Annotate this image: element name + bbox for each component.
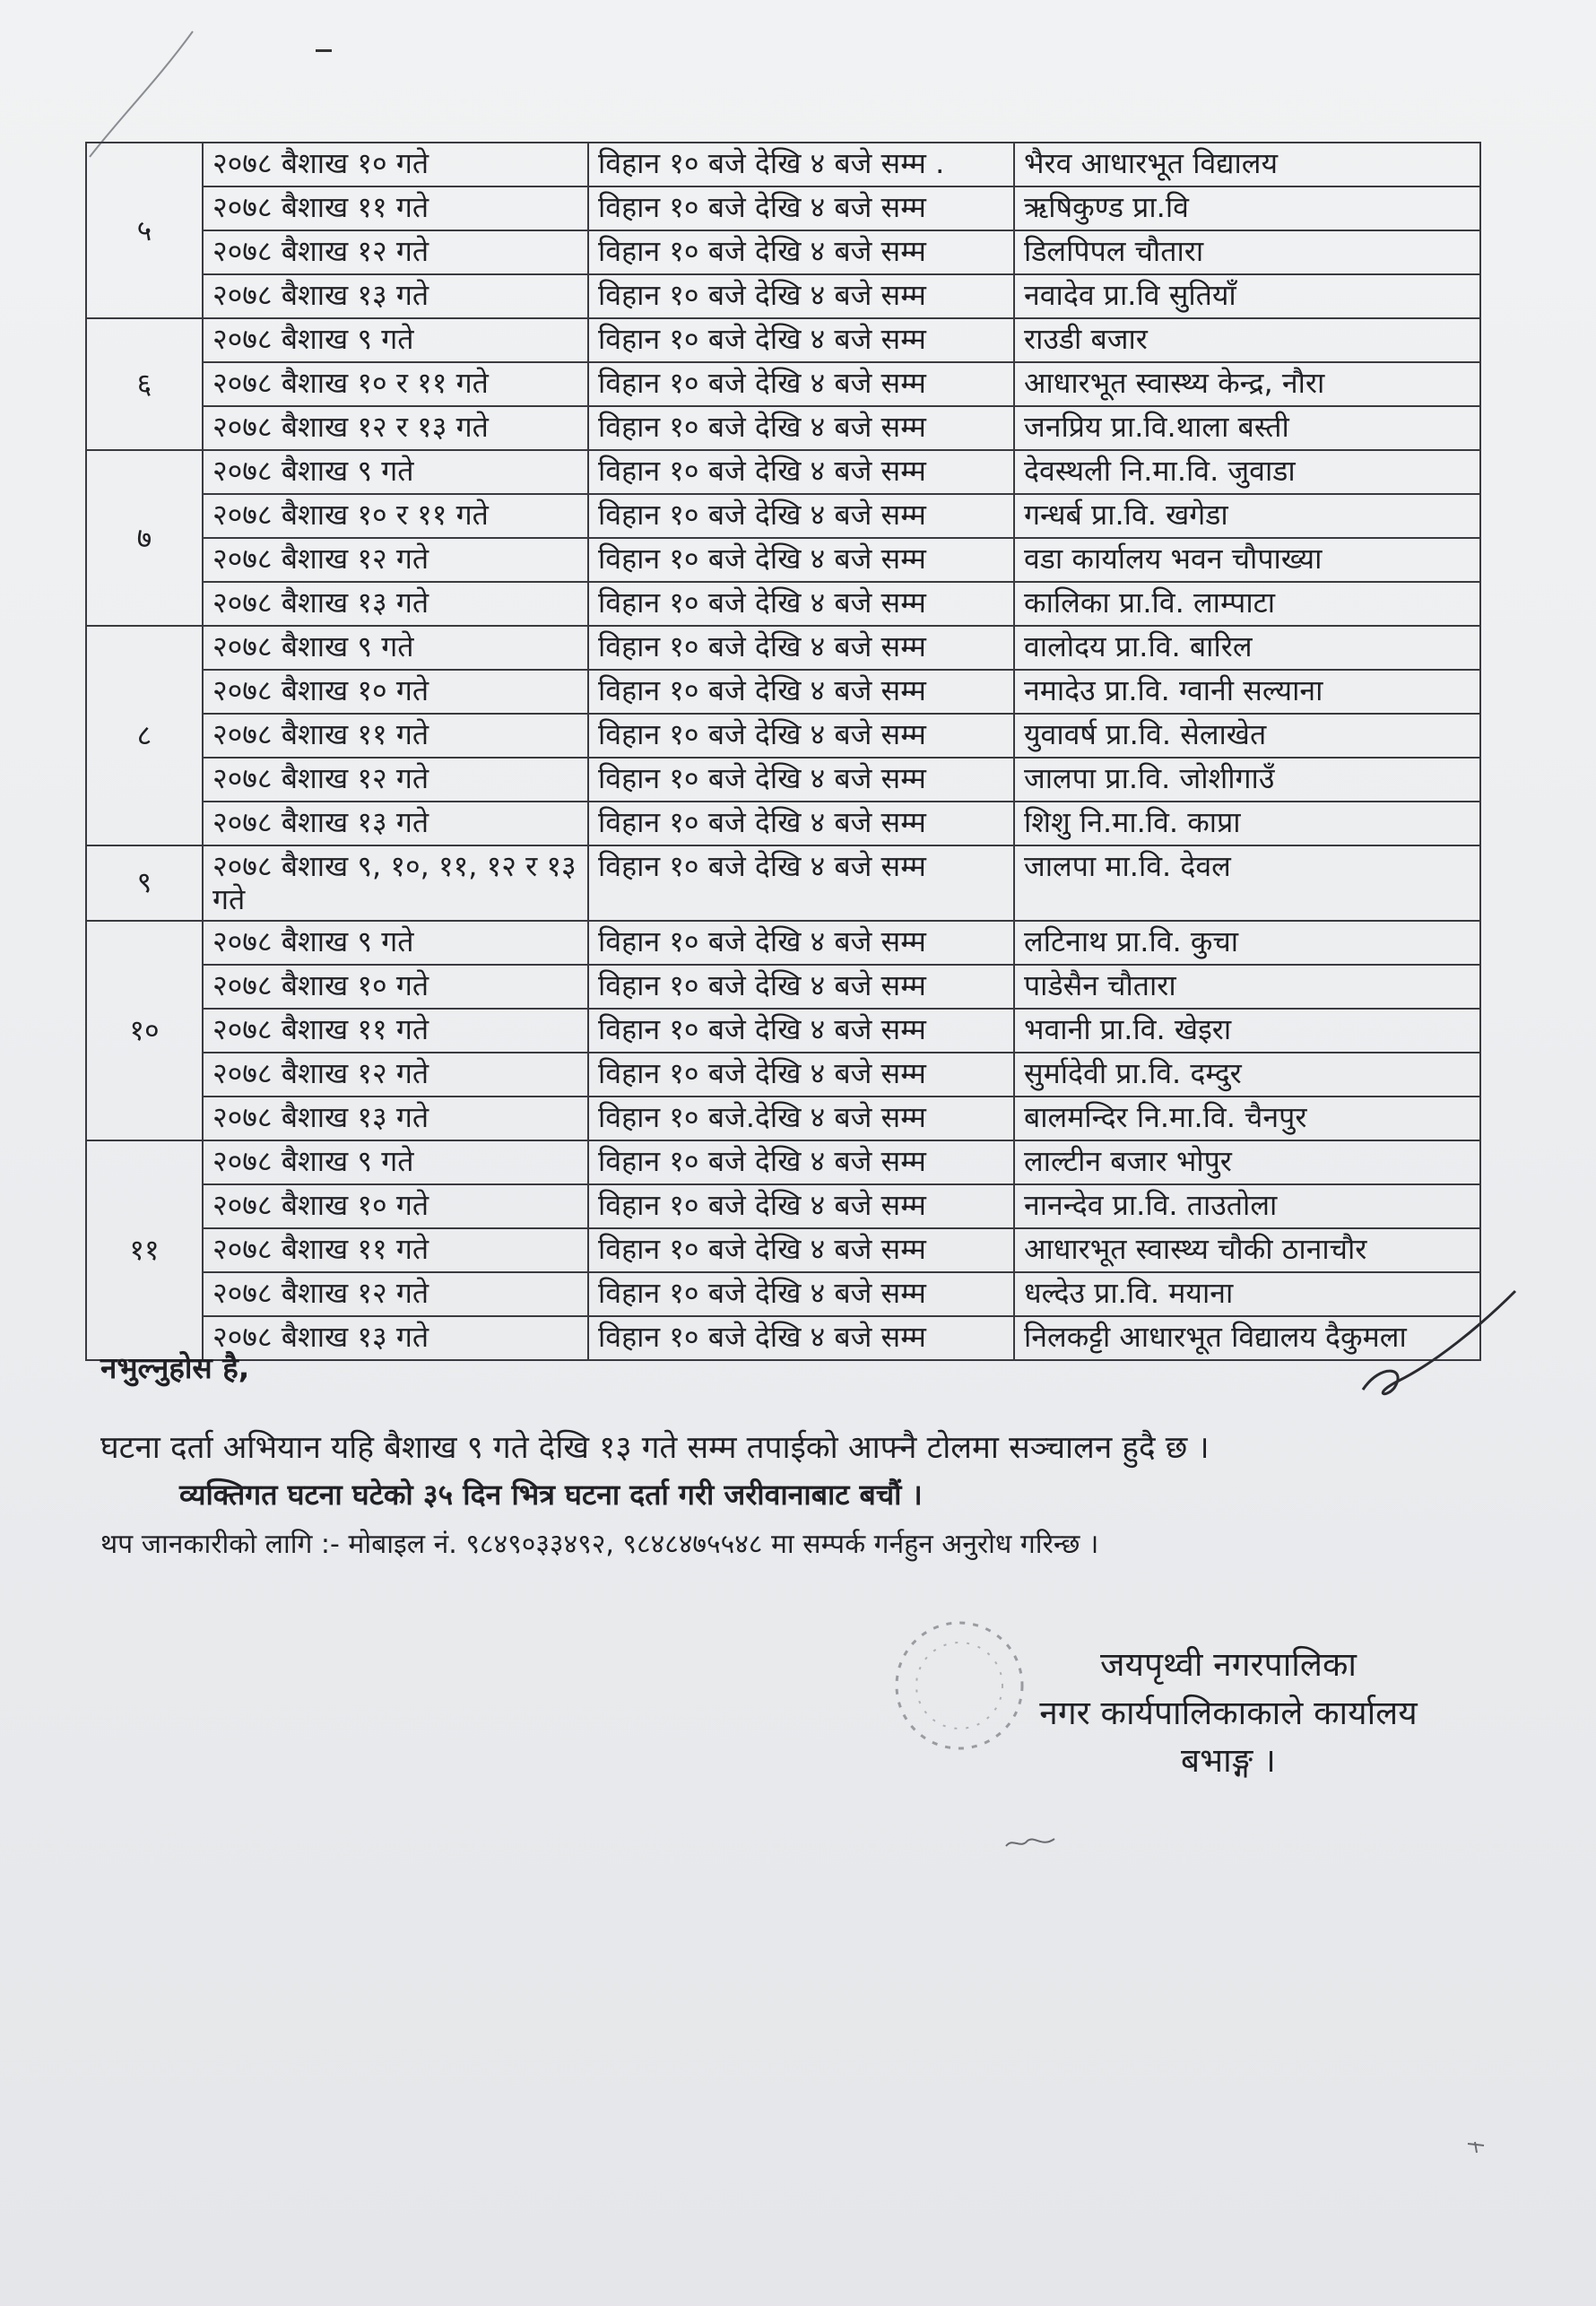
time-cell: विहान १० बजे देखि ४ बजे सम्म bbox=[588, 1053, 1014, 1097]
schedule-row bbox=[86, 758, 1480, 802]
time-cell: विहान १० बजे देखि ४ बजे सम्म bbox=[588, 1184, 1014, 1228]
venue-cell: युवावर्ष प्रा.वि. सेलाखेत bbox=[1014, 714, 1480, 758]
schedule-row bbox=[86, 450, 1480, 494]
time-cell: विहान १० बजे देखि ४ बजे सम्म bbox=[588, 274, 1014, 318]
date-cell: २०७८ बैशाख १३ गते bbox=[203, 274, 588, 318]
ward-number: ८ bbox=[86, 626, 203, 845]
venue-cell: देवस्थली नि.मा.वि. जुवाडा bbox=[1014, 450, 1480, 494]
date-cell: २०७८ बैशाख १० गते bbox=[203, 670, 588, 714]
date-cell: २०७८ बैशाख १२ र १३ गते bbox=[203, 406, 588, 450]
date-cell: २०७८ बैशाख १२ गते bbox=[203, 1053, 588, 1097]
time-cell: विहान १० बजे.देखि ४ बजे सम्म bbox=[588, 1097, 1014, 1140]
office-name: जयपृथ्वी नगरपालिका bbox=[1100, 1645, 1357, 1684]
date-cell: २०७८ बैशाख ११ गते bbox=[203, 1009, 588, 1053]
venue-cell: नवादेव प्रा.वि सुतियाँ bbox=[1014, 274, 1480, 318]
venue-cell: लाल्टीन बजार भोपुर bbox=[1014, 1140, 1480, 1184]
venue-cell: बालमन्दिर नि.मा.वि. चैनपुर bbox=[1014, 1097, 1480, 1140]
schedule-row bbox=[86, 494, 1480, 538]
notice-line-contact: थप जानकारीको लागि :- मोबाइल नं. ९८४९०३३४९२, ९८४८४७५५४८ मा सम्पर्क गर्नहुन अनुरोध गरिन्छ । bbox=[100, 1529, 1099, 1560]
date-cell: २०७८ बैशाख १० गते bbox=[203, 1184, 588, 1228]
schedule-row bbox=[86, 921, 1480, 965]
dash-mark bbox=[316, 49, 332, 52]
time-cell: विहान १० बजे देखि ४ बजे सम्म bbox=[588, 1316, 1014, 1360]
time-cell: विहान १० बजे देखि ४ बजे सम्म . bbox=[588, 143, 1014, 186]
schedule-row bbox=[86, 538, 1480, 582]
date-cell: २०७८ बैशाख ११ गते bbox=[203, 1228, 588, 1272]
ward-number: ९ bbox=[86, 845, 203, 921]
schedule-row bbox=[86, 1184, 1480, 1228]
schedule-row bbox=[86, 1097, 1480, 1140]
time-cell: विहान १० बजे देखि ४ बजे सम्म bbox=[588, 406, 1014, 450]
schedule-row bbox=[86, 670, 1480, 714]
schedule-row bbox=[86, 274, 1480, 318]
venue-cell: निलकट्टी आधारभूत विद्यालय दैकुमला bbox=[1014, 1316, 1480, 1360]
schedule-row bbox=[86, 965, 1480, 1009]
ink-scribble bbox=[1004, 1834, 1058, 1851]
venue-cell: भैरव आधारभूत विद्यालय bbox=[1014, 143, 1480, 186]
schedule-row bbox=[86, 845, 1480, 921]
ward-number: ६ bbox=[86, 318, 203, 450]
time-cell: विहान १० बजे देखि ४ बजे सम्म bbox=[588, 670, 1014, 714]
ward-number: १० bbox=[86, 921, 203, 1140]
venue-cell: वडा कार्यालय भवन चौपाख्या bbox=[1014, 538, 1480, 582]
date-cell: २०७८ बैशाख १२ गते bbox=[203, 538, 588, 582]
venue-cell: जालपा प्रा.वि. जोशीगाउँ bbox=[1014, 758, 1480, 802]
schedule-row bbox=[86, 230, 1480, 274]
date-cell: २०७८ बैशाख ९ गते bbox=[203, 318, 588, 362]
time-cell: विहान १० बजे देखि ४ बजे सम्म bbox=[588, 318, 1014, 362]
venue-cell: जालपा मा.वि. देवल bbox=[1014, 845, 1480, 921]
office-department: नगर कार्यपालिकाकाले कार्यालय bbox=[1039, 1693, 1418, 1732]
time-cell: विहान १० बजे देखि ४ बजे सम्म bbox=[588, 802, 1014, 845]
date-cell: २०७८ बैशाख ९ गते bbox=[203, 921, 588, 965]
schedule-body bbox=[86, 143, 1480, 1360]
venue-cell: आधारभूत स्वास्थ्य चौकी ठानाचौर bbox=[1014, 1228, 1480, 1272]
time-cell: विहान १० बजे देखि ४ बजे सम्म bbox=[588, 1228, 1014, 1272]
time-cell: विहान १० बजे देखि ४ बजे सम्म bbox=[588, 494, 1014, 538]
venue-cell: शिशु नि.मा.वि. काप्रा bbox=[1014, 802, 1480, 845]
schedule-row bbox=[86, 186, 1480, 230]
time-cell: विहान १० बजे देखि ४ बजे सम्म bbox=[588, 714, 1014, 758]
schedule-row bbox=[86, 143, 1480, 186]
venue-cell: आधारभूत स्वास्थ्य केन्द्र, नौरा bbox=[1014, 362, 1480, 406]
venue-cell: ऋषिकुण्ड प्रा.वि bbox=[1014, 186, 1480, 230]
venue-cell: कालिका प्रा.वि. लाम्पाटा bbox=[1014, 582, 1480, 626]
date-cell: २०७८ बैशाख ११ गते bbox=[203, 714, 588, 758]
schedule-row bbox=[86, 1272, 1480, 1316]
time-cell: विहान १० बजे देखि ४ बजे सम्म bbox=[588, 965, 1014, 1009]
date-cell: २०७८ बैशाख १० र ११ गते bbox=[203, 494, 588, 538]
date-cell: २०७८ बैशाख १० र ११ गते bbox=[203, 362, 588, 406]
corner-ink-mark bbox=[1466, 2138, 1488, 2156]
date-cell: २०७८ बैशाख १३ गते bbox=[203, 1316, 588, 1360]
date-cell: २०७८ बैशाख १० गते bbox=[203, 143, 588, 186]
schedule-row bbox=[86, 626, 1480, 670]
schedule-row bbox=[86, 362, 1480, 406]
signature-mark bbox=[1345, 1282, 1524, 1426]
venue-cell: डिलपिपल चौतारा bbox=[1014, 230, 1480, 274]
time-cell: विहान १० बजे देखि ४ बजे सम्म bbox=[588, 538, 1014, 582]
time-cell: विहान १० बजे देखि ४ बजे सम्म bbox=[588, 845, 1014, 921]
schedule-row bbox=[86, 1316, 1480, 1360]
date-cell: २०७८ बैशाख ९, १०, ११, १२ र १३ गते bbox=[203, 845, 588, 921]
schedule-row bbox=[86, 1009, 1480, 1053]
date-cell: २०७८ बैशाख ९ गते bbox=[203, 1140, 588, 1184]
notice-line-campaign: घटना दर्ता अभियान यहि बैशाख ९ गते देखि १३ गते सम्म तपाईको आफ्नै टोलमा सञ्चालन हुदै छ । bbox=[100, 1430, 1210, 1466]
office-district: बभाङ्ग । bbox=[1181, 1741, 1276, 1781]
time-cell: विहान १० बजे देखि ४ बजे सम्म bbox=[588, 626, 1014, 670]
time-cell: विहान १० बजे देखि ४ बजे सम्म bbox=[588, 186, 1014, 230]
ward-number: ७ bbox=[86, 450, 203, 626]
schedule-row bbox=[86, 406, 1480, 450]
venue-cell: लटिनाथ प्रा.वि. कुचा bbox=[1014, 921, 1480, 965]
date-cell: २०७८ बैशाख १३ गते bbox=[203, 1097, 588, 1140]
ward-number: ५ bbox=[86, 143, 203, 318]
schedule-row bbox=[86, 1053, 1480, 1097]
date-cell: २०७८ बैशाख १२ गते bbox=[203, 1272, 588, 1316]
date-cell: २०७८ बैशाख १३ गते bbox=[203, 802, 588, 845]
venue-cell: नानन्देव प्रा.वि. ताउतोला bbox=[1014, 1184, 1480, 1228]
venue-cell: गन्धर्ब प्रा.वि. खगेडा bbox=[1014, 494, 1480, 538]
date-cell: २०७८ बैशाख १२ गते bbox=[203, 758, 588, 802]
time-cell: विहान १० बजे देखि ४ बजे सम्म bbox=[588, 1140, 1014, 1184]
date-cell: २०७८ बैशाख ९ गते bbox=[203, 450, 588, 494]
time-cell: विहान १० बजे देखि ४ बजे सम्म bbox=[588, 1272, 1014, 1316]
notice-line-penalty: व्यक्तिगत घटना घटेको ३५ दिन भित्र घटना दर्ता गरी जरीवानाबाट बचौं । bbox=[179, 1478, 923, 1512]
schedule-row bbox=[86, 714, 1480, 758]
schedule-row bbox=[86, 802, 1480, 845]
schedule-table bbox=[85, 142, 1481, 1361]
time-cell: विहान १० बजे देखि ४ बजे सम्म bbox=[588, 230, 1014, 274]
venue-cell: जनप्रिय प्रा.वि.थाला बस्ती bbox=[1014, 406, 1480, 450]
time-cell: विहान १० बजे देखि ४ बजे सम्म bbox=[588, 582, 1014, 626]
time-cell: विहान १० बजे देखि ४ बजे सम्म bbox=[588, 758, 1014, 802]
notice-heading: नभुल्नुहोस है, bbox=[100, 1350, 250, 1385]
date-cell: २०७८ बैशाख १२ गते bbox=[203, 230, 588, 274]
schedule-row bbox=[86, 318, 1480, 362]
schedule-row bbox=[86, 582, 1480, 626]
time-cell: विहान १० बजे देखि ४ बजे सम्म bbox=[588, 450, 1014, 494]
venue-cell: नमादेउ प्रा.वि. ग्वानी सल्याना bbox=[1014, 670, 1480, 714]
venue-cell: वालोदय प्रा.वि. बारिल bbox=[1014, 626, 1480, 670]
venue-cell: धल्देउ प्रा.वि. मयाना bbox=[1014, 1272, 1480, 1316]
date-cell: २०७८ बैशाख ११ गते bbox=[203, 186, 588, 230]
schedule-row bbox=[86, 1228, 1480, 1272]
schedule-row bbox=[86, 1140, 1480, 1184]
venue-cell: राउडी बजार bbox=[1014, 318, 1480, 362]
date-cell: २०७८ बैशाख १३ गते bbox=[203, 582, 588, 626]
time-cell: विहान १० बजे देखि ४ बजे सम्म bbox=[588, 1009, 1014, 1053]
office-block bbox=[995, 1641, 1462, 1785]
venue-cell: पाडेसैन चौतारा bbox=[1014, 965, 1480, 1009]
venue-cell: सुर्मादेवी प्रा.वि. दम्दुर bbox=[1014, 1053, 1480, 1097]
venue-cell: भवानी प्रा.वि. खेइरा bbox=[1014, 1009, 1480, 1053]
date-cell: २०७८ बैशाख ९ गते bbox=[203, 626, 588, 670]
date-cell: २०७८ बैशाख १० गते bbox=[203, 965, 588, 1009]
time-cell: विहान १० बजे देखि ४ बजे सम्म bbox=[588, 362, 1014, 406]
time-cell: विहान १० बजे देखि ४ बजे सम्म bbox=[588, 921, 1014, 965]
ward-number: ११ bbox=[86, 1140, 203, 1360]
